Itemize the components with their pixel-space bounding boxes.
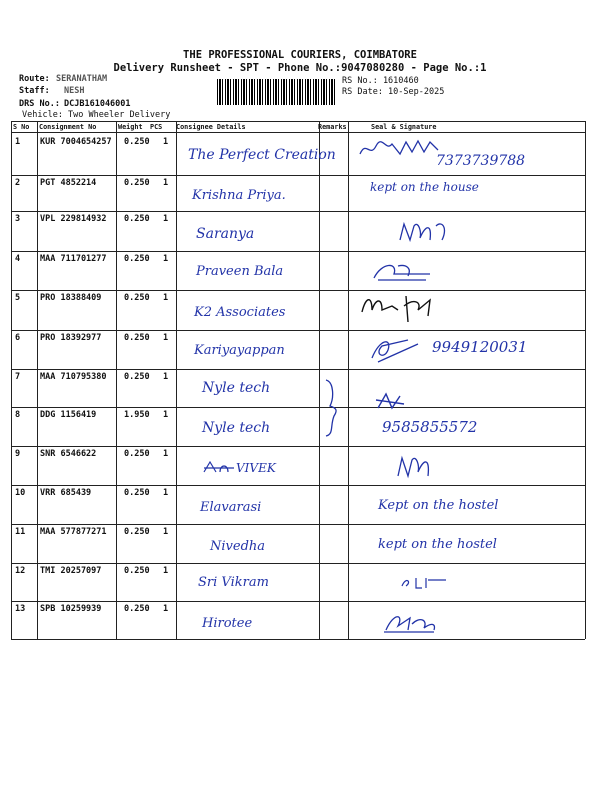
row-seal-note: kept on the hostel [378,537,497,552]
row-pcs: 1 [163,566,169,576]
signature-icon [394,452,444,482]
row-pcs: 1 [163,254,169,264]
row-weight: 0.250 [124,293,150,303]
col-header-weight: Weight [118,123,143,131]
row-weight: 0.250 [124,178,150,188]
row-weight: 0.250 [124,566,150,576]
row-sno: 11 [15,527,26,537]
row-pcs: 1 [163,604,169,614]
row-sno: 8 [15,410,21,420]
runsheet-subtitle: Delivery Runsheet - SPT - Phone No.:9047080280 - Page No.:1 [113,62,487,74]
row-consignment: PRO 18392977 [40,333,102,343]
row-sno: 13 [15,604,26,614]
row-consignee: Hirotee [202,616,253,631]
row-consignment: MAA 577877271 [40,527,107,537]
vehicle-info: Vehicle: Two Wheeler Delivery [22,110,171,120]
signature-icon [368,334,428,364]
row-consignment: KUR 7004654257 [40,137,112,147]
row-pcs: 1 [163,178,169,188]
staff-label: Staff: [19,86,50,96]
row-consignment: PGT 4852214 [40,178,97,188]
row-consignment: VPL 229814932 [40,214,107,224]
row-pcs: 1 [163,137,169,147]
signature-icon [380,610,440,636]
row-pcs: 1 [163,410,169,420]
row-weight: 0.250 [124,137,150,147]
row-sno: 4 [15,254,21,264]
row-sno: 10 [15,488,26,498]
row-pcs: 1 [163,527,169,537]
row-sno: 2 [15,178,21,188]
row-consignee: Elavarasi [200,500,262,515]
route-value: SERANATHAM [56,74,108,84]
row-consignee: Krishna Priya. [192,188,286,203]
signature-icon [374,390,414,412]
row-sno: 1 [15,137,21,147]
remarks-brace-icon [320,376,346,440]
row-sno: 7 [15,372,21,382]
col-header-consignee: Consignee Details [176,123,246,131]
route-label: Route: [19,74,50,84]
row-weight: 0.250 [124,527,150,537]
staff-value: NESH [64,86,85,96]
row-sno: 12 [15,566,26,576]
row-consignee: Kariyayappan [194,343,285,358]
row-sno: 9 [15,449,21,459]
signature-icon [396,218,456,246]
row-weight: 0.250 [124,449,150,459]
row-consignee: Nyle tech [202,420,271,436]
col-header-consignment: Consignment No [39,123,97,131]
row-consignee: Sri Vikram [198,575,269,590]
row-consignee: VIVEK [236,461,276,475]
row-sno: 6 [15,333,21,343]
row-consignment: SPB 10259939 [40,604,102,614]
row-weight: 0.250 [124,372,150,382]
row-weight: 0.250 [124,333,150,343]
col-header-sno: S No [13,123,30,131]
row-consignee: Nyle tech [202,380,271,396]
row-pcs: 1 [163,293,169,303]
row-consignment: SNR 6546622 [40,449,97,459]
row-sno: 5 [15,293,21,303]
signature-icon [356,138,446,160]
row-weight: 0.250 [124,254,150,264]
row-seal-note: 9585855572 [382,418,478,436]
row-consignee: The Perfect Creation [188,147,336,163]
struck-text-icon [202,460,236,478]
drs-value: DCJB161046001 [64,99,131,109]
row-consignment: DDG 1156419 [40,410,97,420]
rs-number: RS No.: 1610460 [342,76,419,86]
row-consignment: TMI 20257097 [40,566,102,576]
row-consignment: PRO 18388409 [40,293,102,303]
row-weight: 0.250 [124,604,150,614]
signature-icon [400,574,450,592]
row-consignment: VRR 685439 [40,488,92,498]
row-pcs: 1 [163,449,169,459]
row-pcs: 1 [163,214,169,224]
row-consignment: MAA 711701277 [40,254,107,264]
row-sno: 3 [15,214,21,224]
row-consignee: Praveen Bala [196,264,284,279]
signature-icon [368,258,438,284]
barcode-icon [217,79,336,105]
rs-date: RS Date: 10-Sep-2025 [342,87,445,97]
row-consignment: MAA 710795380 [40,372,107,382]
signature-icon [358,292,448,326]
row-seal-note: 7373739788 [436,153,526,169]
row-weight: 1.950 [124,410,150,420]
row-consignee: Saranya [196,226,255,242]
row-weight: 0.250 [124,488,150,498]
drs-label: DRS No.: [19,99,60,109]
col-header-remarks: Remarks [318,123,347,131]
company-title: THE PROFESSIONAL COURIERS, COIMBATORE [183,49,417,61]
col-header-seal: Seal & Signature [371,123,437,131]
row-pcs: 1 [163,333,169,343]
row-pcs: 1 [163,488,169,498]
row-seal-note: Kept on the hostel [378,498,499,513]
row-seal-note: 9949120031 [432,338,528,356]
row-weight: 0.250 [124,214,150,224]
row-consignee: Nivedha [210,539,266,554]
row-seal-note: kept on the house [370,180,479,194]
row-pcs: 1 [163,372,169,382]
col-header-pcs: PCS [150,123,163,131]
row-consignee: K2 Associates [194,305,286,320]
